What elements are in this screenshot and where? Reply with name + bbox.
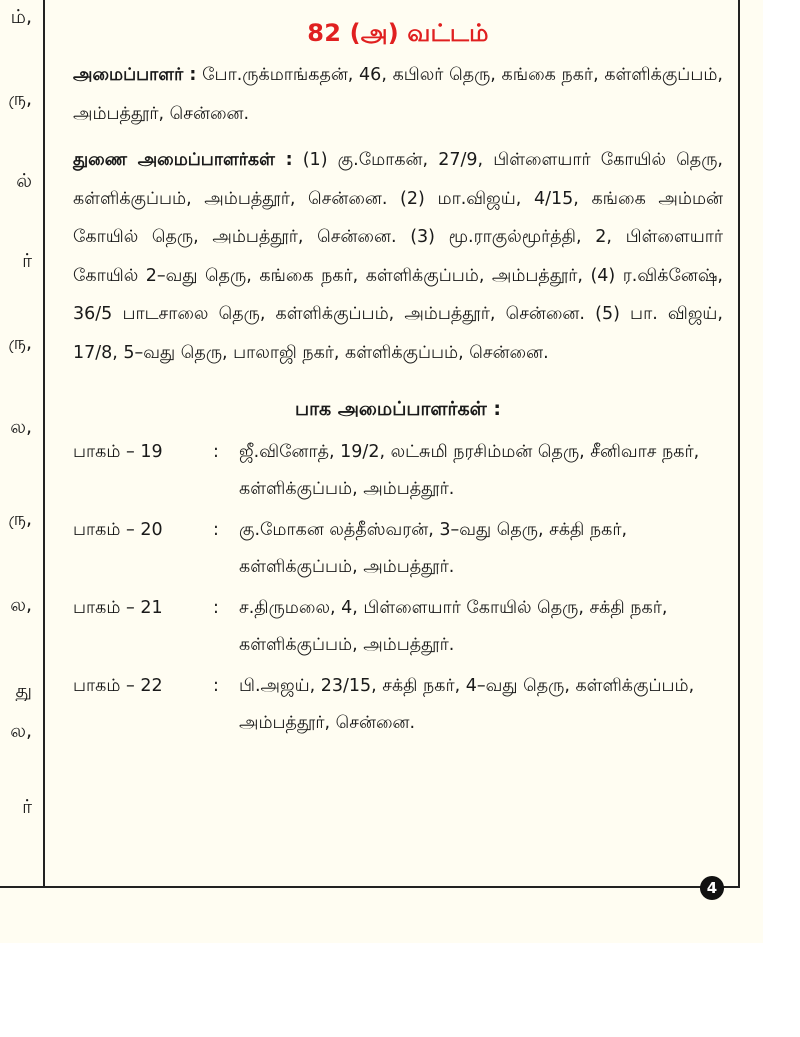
booth-text: கு.மோகன லத்தீஸ்வரன், 3–வது தெரு, சக்தி நகர், கள்ளிக்குப்பம், அம்பத்தூர். [239, 520, 628, 577]
left-fragment: ல, [10, 722, 32, 741]
booth-text: ச.திருமலை, 4, பிள்ளையார் கோயில் தெரு, சக்தி நகர், கள்ளிக்குப்பம், அம்பத்தூர். [239, 598, 668, 655]
booth-heading: பாக அமைப்பாளர்கள் : [294, 398, 501, 420]
organizer-label: அமைப்பாளர் : [73, 65, 197, 85]
box-right-border [738, 0, 740, 888]
organizer-paragraph [73, 56, 723, 133]
left-fragment: ரு, [8, 510, 32, 529]
box-bottom-border [0, 886, 740, 888]
booth-row [73, 668, 723, 742]
organizer-text: போ.ருக்மாங்கதன், 46, கபிலர் தெரு, கங்கை நகர், கள்ளிக்குப்பம், அம்பத்தூர், சென்னை. [73, 65, 723, 124]
left-fragment: ர் [22, 252, 32, 271]
booth-label: பாகம் – 20 [73, 520, 163, 540]
booth-row [73, 512, 723, 586]
booth-row [73, 590, 723, 664]
booth-text: பி.அஜய், 23/15, சக்தி நகர், 4–வது தெரு, கள்ளிக்குப்பம், அம்பத்தூர், சென்னை. [239, 676, 695, 733]
deputies-label: துணை அமைப்பாளர்கள் : [73, 150, 293, 170]
booth-colon: : [213, 442, 219, 462]
ward-section [73, 14, 723, 746]
left-fragment: ல, [10, 596, 32, 615]
left-fragment: ர் [22, 798, 32, 817]
left-fragment: ம், [10, 8, 32, 27]
booth-label: பாகம் – 22 [73, 676, 163, 696]
deputies-text: (1) கு.மோகன், 27/9, பிள்ளையார் கோயில் தெரு, கள்ளிக்குப்பம், அம்பத்தூர், சென்னை. (2) மா.விஜய், 4/15, கங்கை அம்மன் கோயில் தெரு, அம்பத்தூர், சென்னை. (3) மூ.ராகுல்மூர்த்தி, 2, பிள்ளையார் கோயில் 2–வது தெரு, கங்கை நகர், கள்ளிக்குப்பம், அம்பத்தூர், (4) ர.விக்னேஷ், 36/5 பாடசாலை தெரு, கள்ளிக்குப்பம், அம்பத்தூர், சென்னை. (5) பா. விஜய், 17/8, 5–வது தெரு, பாலாஜி நகர், கள்ளிக்குப்பம், சென்னை. [73, 150, 723, 363]
booth-list [73, 434, 723, 742]
booth-colon: : [213, 598, 219, 618]
page-number-badge: 4 [700, 876, 724, 900]
left-fragment: ல, [10, 418, 32, 437]
booth-row [73, 434, 723, 508]
ward-title: 82 (அ) வட்டம் [307, 19, 489, 47]
left-column-fragments [0, 0, 40, 880]
left-fragment: ரு, [8, 334, 32, 353]
booth-label: பாகம் – 19 [73, 442, 163, 462]
left-fragment: ரு, [8, 90, 32, 109]
booth-text: ஜீ.வினோத், 19/2, லட்சுமி நரசிம்மன் தெரு, சீனிவாச நகர், கள்ளிக்குப்பம், அம்பத்தூர். [239, 442, 700, 499]
booth-colon: : [213, 676, 219, 696]
booth-label: பாகம் – 21 [73, 598, 163, 618]
left-fragment: து [15, 682, 32, 701]
column-divider [43, 0, 45, 888]
left-fragment: ல் [16, 172, 32, 191]
booth-colon: : [213, 520, 219, 540]
deputies-paragraph [73, 141, 723, 372]
